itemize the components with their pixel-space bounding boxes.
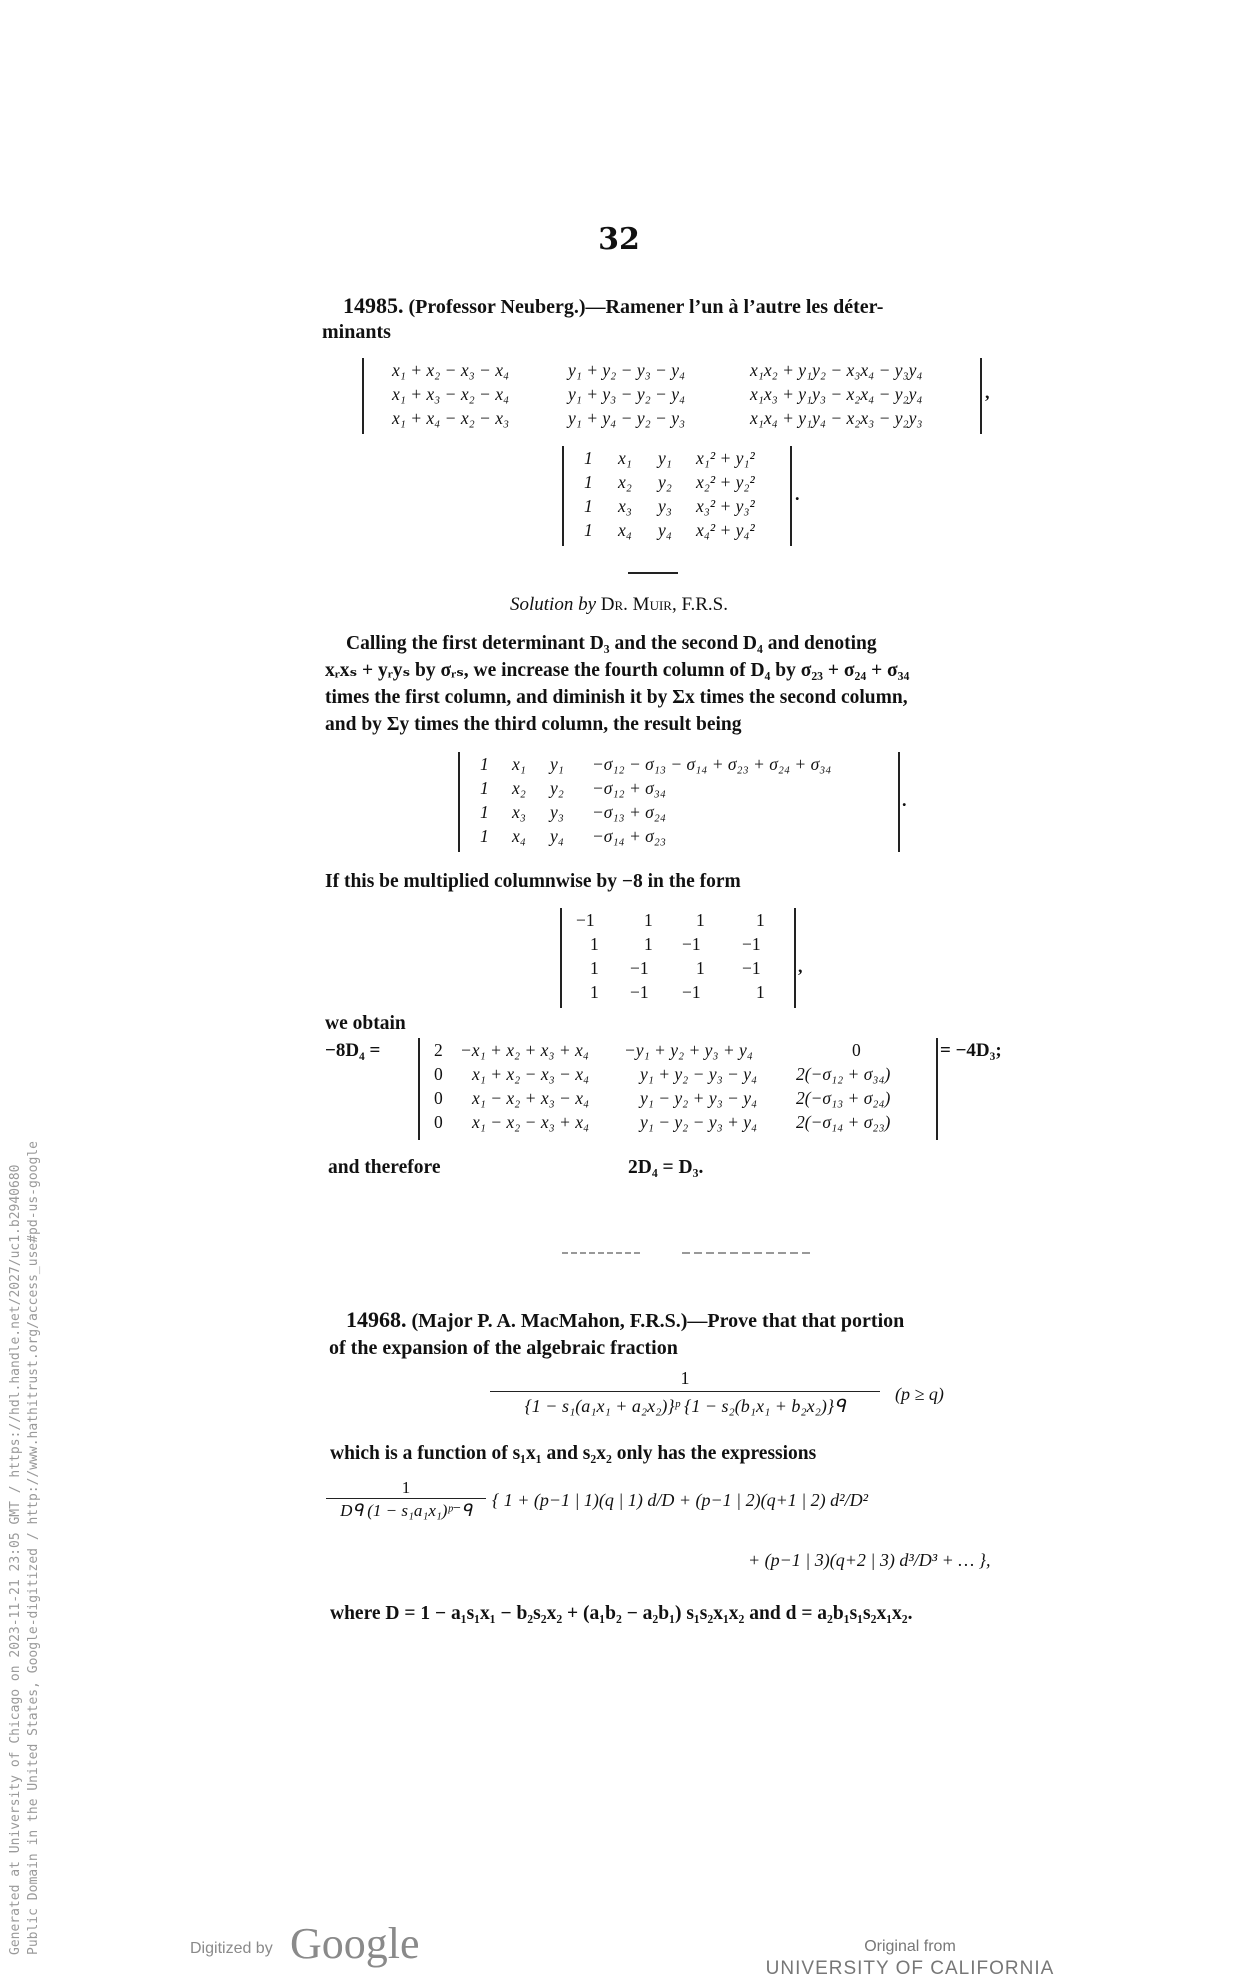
side-provenance-line1: Generated at University of Chicago on 2023-11-21 23:05 GMT / https://hdl.handle.net/2027/uc1.b2940680 [8, 1164, 23, 1955]
problem-text: —Prove that that portion [687, 1310, 905, 1332]
det5-cell: 0 [852, 1040, 861, 1060]
det3-cell: y₄ [550, 826, 564, 846]
det2-cell: x₁² + y₁² [696, 448, 755, 468]
we-obtain: we obtain [325, 1013, 406, 1034]
det2-trail: . [795, 484, 800, 504]
det3-cell: y₂ [550, 778, 564, 798]
det3-cell: 1 [480, 802, 489, 822]
det3-cell: −σ₁₂ − σ₁₃ − σ₁₄ + σ₂₃ + σ₂₄ + σ₃₄ [592, 754, 832, 774]
det4-cell: −1 [576, 910, 595, 930]
side-provenance-line2: Public Domain in the United States, Google-digitized / http://www.hathitrust.org/access_use#pd-us-google [26, 1141, 41, 1955]
det3-cell: 1 [480, 778, 489, 798]
final-equation: 2D₄ = D₃. [628, 1157, 704, 1178]
det2-cell: y₃ [658, 496, 672, 516]
det1-cell: x₁ + x₃ − x₂ − x₄ [392, 384, 510, 404]
det3-cell: y₃ [550, 802, 564, 822]
and-therefore: and therefore [328, 1157, 441, 1178]
det5-cell: 0 [434, 1112, 443, 1132]
det5-cell: 2(−σ₁₄ + σ₂₃) [796, 1112, 891, 1132]
det1-cell: x₁x₄ + y₁y₄ − x₂x₃ − y₂y₃ [750, 408, 923, 428]
determinant-1 [362, 358, 982, 434]
determinant-2 [562, 446, 792, 546]
para-line: which is a function of s₁x₁ and s₂x₂ only has the expressions [330, 1443, 817, 1464]
det2-cell: y₄ [658, 520, 672, 540]
det5-cell: x₁ − x₂ + x₃ − x₄ [472, 1088, 590, 1108]
det2-cell: 1 [584, 496, 593, 516]
det4-cell: −1 [630, 958, 649, 978]
para-line: Calling the first determinant D₃ and the second D₄ and denoting [346, 633, 877, 654]
digitized-by-label: Digitized by [190, 1940, 273, 1957]
problem-text: Ramener l’un à l’autre les déter- [605, 296, 884, 318]
lhs-label: −8D₄ = [325, 1040, 381, 1061]
det2-cell: x₃² + y₃² [696, 496, 755, 516]
det5-cell: 2 [434, 1040, 443, 1060]
det2-cell: x₃ [618, 496, 632, 516]
det1-cell: y₁ + y₃ − y₂ − y₄ [568, 384, 686, 404]
prefactor-numerator: 1 [326, 1478, 486, 1499]
det2-cell: x₂ [618, 472, 632, 492]
det4-cell: 1 [756, 982, 765, 1002]
det4-cell: −1 [630, 982, 649, 1002]
det2-cell: 1 [584, 520, 593, 540]
determinant-4 [560, 908, 796, 1008]
para-line: xᵣxₛ + yᵣyₛ by σᵣₛ, we increase the fourth column of D₄ by σ₂₃ + σ₂₄ + σ₃₄ [325, 660, 910, 681]
det2-cell: y₁ [658, 448, 672, 468]
det3-cell: y₁ [550, 754, 564, 774]
det5-cell: −x₁ + x₂ + x₃ + x₄ [460, 1040, 589, 1060]
divider-dashes [562, 1251, 814, 1255]
problem-author: (Professor Neuberg.) [408, 296, 586, 318]
det4-cell: −1 [742, 934, 761, 954]
det1-cell: y₁ + y₄ − y₂ − y₃ [568, 408, 686, 428]
det2-cell: y₂ [658, 472, 672, 492]
problem-text-line2: minants [322, 321, 391, 343]
det4-cell: 1 [696, 910, 705, 930]
det3-cell: −σ₁₂ + σ₃₄ [592, 778, 666, 798]
where-definition: where D = 1 − a₁s₁x₁ − b₂s₂x₂ + (a₁b₂ − a₂b₁) s₁s₂x₁x₂ and d = a₂b₁s₁s₂x₁x₂. [330, 1603, 913, 1624]
determinant-5 [418, 1038, 938, 1140]
det4-cell: 1 [644, 910, 653, 930]
det1-trail: , [985, 382, 990, 402]
algebraic-fraction [490, 1368, 880, 1417]
det4-cell: −1 [742, 958, 761, 978]
det5-cell: 0 [434, 1088, 443, 1108]
expression-prefactor [326, 1478, 486, 1521]
problem-14968-heading [346, 1306, 1046, 1335]
det5-cell: x₁ + x₂ − x₃ − x₄ [472, 1064, 590, 1084]
det4-cell: 1 [590, 958, 599, 978]
det4-trail: , [798, 956, 803, 976]
det5-cell: 0 [434, 1064, 443, 1084]
det5-cell: y₁ − y₂ + y₃ − y₄ [640, 1088, 758, 1108]
det2-cell: x₄ [618, 520, 632, 540]
det5-cell: −y₁ + y₂ + y₃ + y₄ [624, 1040, 753, 1060]
det5-cell: 2(−σ₁₂ + σ₃₄) [796, 1064, 891, 1084]
det4-cell: 1 [590, 982, 599, 1002]
det5-cell: y₁ − y₂ − y₃ + y₄ [640, 1112, 758, 1132]
det3-cell: x₁ [512, 754, 526, 774]
det3-cell: −σ₁₄ + σ₂₃ [592, 826, 666, 846]
problem-14985-heading [343, 292, 1023, 321]
det2-cell: x₁ [618, 448, 632, 468]
para-line: and by Σy times the third column, the result being [325, 714, 742, 735]
det1-cell: x₁ + x₂ − x₃ − x₄ [392, 360, 510, 380]
det1-cell: y₁ + y₂ − y₃ − y₄ [568, 360, 686, 380]
expression-series-line1: { 1 + (p−1 | 1)(q | 1) d/D + (p−1 | 2)(q+1 | 2) d²/D² [492, 1490, 868, 1510]
page-number: 32 [598, 222, 640, 257]
expression-series-line2: + (p−1 | 3)(q+2 | 3) d³/D³ + … }, [748, 1550, 991, 1570]
section-divider [628, 572, 678, 574]
rhs-label: = −4D₃; [940, 1040, 1002, 1061]
problem-author: (Major P. A. MacMahon, F.R.S.) [411, 1310, 688, 1332]
para-line: times the first column, and diminish it by Σx times the second column, [325, 687, 908, 708]
det2-cell: 1 [584, 448, 593, 468]
determinant-3 [458, 752, 900, 852]
det4-cell: 1 [756, 910, 765, 930]
solver-name: Dr. Muir, F.R.S. [600, 594, 728, 615]
fraction-denominator: {1 − s₁(a₁x₁ + a₂x₂)}ᵖ {1 − s₂(b₁x₁ + b₂x₂)}ᑫ [524, 1396, 846, 1416]
solution-heading [0, 594, 1238, 616]
dash: — [585, 296, 606, 318]
det4-cell: 1 [644, 934, 653, 954]
det5-cell: 2(−σ₁₃ + σ₂₄) [796, 1088, 891, 1108]
problem-number: 14968. [346, 1307, 407, 1332]
ornamental-divider [562, 1240, 814, 1244]
condition: (p ≥ q) [895, 1384, 944, 1404]
det5-cell: x₁ − x₂ − x₃ + x₄ [472, 1112, 590, 1132]
det1-cell: x₁ + x₄ − x₂ − x₃ [392, 408, 510, 428]
det4-cell: 1 [696, 958, 705, 978]
det3-cell: x₃ [512, 802, 526, 822]
det3-trail: . [902, 790, 907, 810]
det1-cell: x₁x₂ + y₁y₂ − x₃x₄ − y₃y₄ [750, 360, 923, 380]
det3-cell: x₂ [512, 778, 526, 798]
prefactor-denominator: Dᑫ (1 − s₁a₁x₁)ᵖ⁻ᑫ [340, 1501, 472, 1520]
google-logo: Google [290, 1919, 420, 1968]
para-line: If this be multiplied columnwise by −8 in the form [325, 871, 741, 892]
solution-by-label: Solution by [510, 594, 597, 615]
det5-cell: y₁ + y₂ − y₃ − y₄ [640, 1064, 758, 1084]
det1-cell: x₁x₃ + y₁y₃ − x₂x₄ − y₂y₄ [750, 384, 923, 404]
det4-cell: 1 [590, 934, 599, 954]
original-from-label: Original from [864, 1938, 956, 1955]
det2-cell: x₂² + y₂² [696, 472, 755, 492]
institution-name: UNIVERSITY OF CALIFORNIA [765, 1958, 1055, 1979]
det3-cell: −σ₁₃ + σ₂₄ [592, 802, 666, 822]
det2-cell: x₄² + y₄² [696, 520, 755, 540]
det4-cell: −1 [682, 982, 701, 1002]
det3-cell: 1 [480, 826, 489, 846]
problem-number: 14985. [343, 293, 404, 318]
problem-text-line2: of the expansion of the algebraic fraction [329, 1337, 678, 1359]
det4-cell: −1 [682, 934, 701, 954]
det3-cell: x₄ [512, 826, 526, 846]
det3-cell: 1 [480, 754, 489, 774]
fraction-numerator: 1 [490, 1368, 880, 1392]
det2-cell: 1 [584, 472, 593, 492]
